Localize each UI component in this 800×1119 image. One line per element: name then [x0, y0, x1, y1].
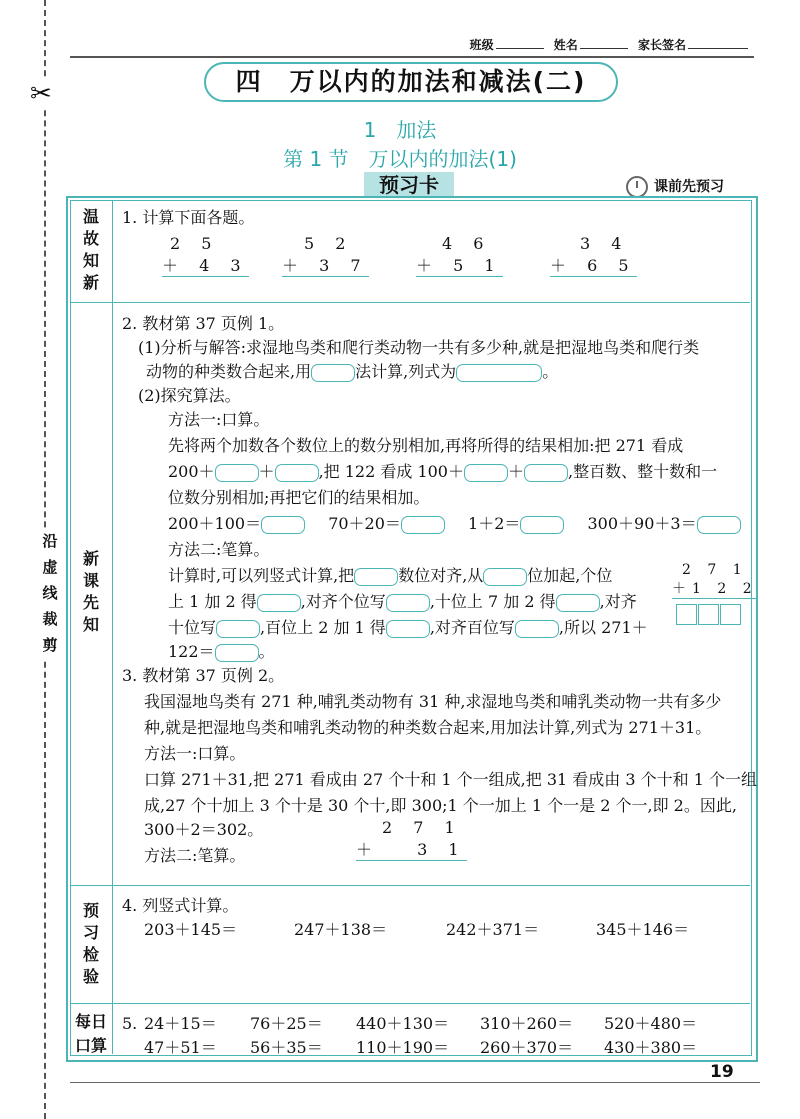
answer-blank[interactable] [386, 620, 430, 638]
answer-blank[interactable] [464, 464, 508, 482]
section-label-daily [70, 1010, 112, 1058]
row-divider [70, 885, 750, 886]
cut-char: 虚 [42, 558, 58, 576]
q2-line [146, 362, 558, 382]
scissors-icon: ✂ [30, 79, 52, 109]
name-label: 姓名 [553, 38, 578, 52]
section-char: 故 [82, 229, 99, 248]
q3-line: 种,就是把湿地鸟类和哺乳类动物的种类数合起来,用加法计算,列式为 271＋31。 [144, 718, 712, 737]
section-title: 第 1 节 万以内的加法(1) [283, 147, 517, 171]
q5-item: 110＋190＝ [356, 1038, 450, 1057]
cut-char: 剪 [42, 636, 58, 654]
text: 200＋ [168, 462, 215, 481]
q4-problem: 247＋138＝ [294, 920, 388, 939]
q5-item: 76＋25＝ [250, 1014, 323, 1033]
section-char: 知 [82, 615, 99, 634]
answer-blank[interactable] [215, 464, 259, 482]
q4-title: 4. 列竖式计算。 [122, 896, 239, 915]
q1-problem [282, 234, 369, 277]
lesson-title: 1 加法 [363, 118, 437, 142]
page-number: 19 [710, 1062, 734, 1082]
text: 计算时,可以列竖式计算,把 [168, 566, 355, 585]
row-divider [70, 1003, 750, 1004]
q1-title: 1. 计算下面各题。 [122, 208, 255, 227]
student-info-fields [470, 36, 754, 53]
chapter-title: 四 万以内的加法和减法(二) [204, 62, 618, 102]
q2-line: 方法一:口算。 [168, 410, 270, 429]
cut-char: 沿 [42, 532, 58, 550]
answer-blank[interactable] [697, 516, 741, 534]
text: ＋ [508, 462, 525, 481]
text: 。 [542, 362, 559, 381]
q2-equations [168, 514, 741, 534]
q2-line: 方法二:笔算。 [168, 540, 270, 559]
section-char: 课 [82, 571, 99, 590]
preview-badge [626, 176, 724, 198]
answer-blank[interactable] [275, 464, 319, 482]
q5-item: 520＋480＝ [604, 1014, 698, 1033]
section-char: 检 [82, 945, 99, 964]
vcalc-top: 2 7 1 [382, 818, 463, 837]
text: ,所以 271＋ [558, 618, 648, 637]
text: 法计算,列式为 [355, 362, 457, 381]
answer-blank[interactable] [401, 516, 445, 534]
q1-bottom: ＋ 3 7 [282, 253, 369, 277]
section-divider-vertical [112, 200, 113, 1054]
q3-title: 3. 教材第 37 页例 2。 [122, 666, 285, 685]
section-char: 验 [82, 967, 99, 986]
q2-line [168, 462, 717, 482]
q2-vertical-calc [672, 562, 758, 599]
q5-item: 47＋51＝ [144, 1038, 217, 1057]
section-char: 温 [82, 207, 99, 226]
q4-problem: 242＋371＝ [446, 920, 540, 939]
q3-line: 成,27 个十加上 3 个十是 30 个十,即 300;1 个一加上 1 个一是 2 个一,即 2。因此, [144, 796, 737, 815]
text: ＋ [258, 462, 275, 481]
text: 200＋100＝ [168, 514, 262, 533]
answer-digit-box[interactable] [698, 604, 719, 625]
section-char: 习 [82, 923, 99, 942]
q1-bottom: ＋ 6 5 [550, 253, 637, 277]
text: 122＝ [168, 642, 215, 661]
q3-line: 口算 271＋31,把 271 看成由 27 个十和 1 个一组成,把 31 看成由 3 个十和 1 个一组 [144, 770, 757, 789]
section-label-review [70, 206, 112, 294]
cut-char: 裁 [42, 610, 58, 628]
q1-top: 2 5 [170, 234, 220, 253]
text: ,对齐百位写 [429, 618, 515, 637]
answer-blank[interactable] [386, 594, 430, 612]
answer-blank[interactable] [456, 364, 542, 382]
parent-signature-blank[interactable] [688, 38, 748, 49]
q5-label: 5. [122, 1014, 138, 1033]
answer-digit-box[interactable] [720, 604, 741, 625]
alarm-clock-icon [626, 176, 648, 198]
q3-line: 方法二:笔算。 [144, 846, 246, 865]
q4-problem: 345＋146＝ [596, 920, 690, 939]
text: 十位写 [168, 618, 217, 637]
footer-rule [70, 1082, 760, 1083]
parent-signature-label: 家长签名 [637, 38, 686, 52]
q3-line: 300＋2＝302。 [144, 820, 264, 839]
q5-item: 260＋370＝ [480, 1038, 574, 1057]
text: ,对齐个位写 [300, 592, 386, 611]
card-title: 预习卡 [364, 172, 454, 198]
q1-top: 4 6 [442, 234, 492, 253]
q2-line: 先将两个加数各个数位上的数分别相加,再将所得的结果相加:把 271 看成 [168, 436, 684, 455]
section-char: 预 [82, 901, 99, 920]
q1-problem [416, 234, 503, 277]
row-divider [70, 302, 750, 303]
text: 数位对齐,从 [398, 566, 484, 585]
text: 1＋2＝ [468, 514, 521, 533]
vcalc-top: 2 7 1 [682, 562, 748, 578]
section-char: 每日 [74, 1012, 107, 1031]
q1-bottom: ＋ 5 1 [416, 253, 503, 277]
section-char: 口算 [74, 1036, 107, 1055]
answer-blank[interactable] [354, 568, 398, 586]
q5-item: 310＋260＝ [480, 1014, 574, 1033]
q4-problem: 203＋145＝ [144, 920, 238, 939]
vcalc-bottom: ＋ 3 1 [356, 837, 467, 861]
answer-blank[interactable] [520, 516, 564, 534]
section-label-new [70, 548, 112, 636]
text: ,对齐 [599, 592, 637, 611]
q3-vertical-calc [356, 818, 467, 861]
text: ,把 122 看成 100＋ [318, 462, 464, 481]
answer-blank[interactable] [257, 594, 301, 612]
answer-blank[interactable] [216, 620, 260, 638]
section-char: 新 [82, 273, 99, 292]
vcalc-bottom: ＋1 2 2 [672, 578, 758, 599]
q5-item: 440＋130＝ [356, 1014, 450, 1033]
cut-char: 线 [42, 584, 58, 602]
q1-top: 5 2 [304, 234, 354, 253]
q3-line: 方法一:口算。 [144, 744, 246, 763]
q5-item: 430＋380＝ [604, 1038, 698, 1057]
text: 300＋90＋3＝ [587, 514, 697, 533]
q1-problem [550, 234, 637, 277]
answer-blank[interactable] [311, 364, 355, 382]
answer-blank[interactable] [515, 620, 559, 638]
q2-title: 2. 教材第 37 页例 1。 [122, 314, 285, 333]
class-label: 班级 [469, 38, 494, 52]
text: 动物的种类数合起来,用 [146, 362, 312, 381]
text: 上 1 加 2 得 [168, 592, 257, 611]
text: 70＋20＝ [328, 514, 401, 533]
q2-line: 位数分别相加;再把它们的结果相加。 [168, 488, 430, 507]
q2-line [168, 592, 637, 612]
section-char: 知 [82, 251, 99, 270]
q2-line: (2)探究算法。 [138, 386, 241, 405]
preview-label: 课前先预习 [654, 179, 724, 195]
answer-blank[interactable] [261, 516, 305, 534]
answer-blank[interactable] [556, 594, 600, 612]
text: 。 [258, 642, 275, 661]
section-char: 新 [82, 549, 99, 568]
text: 位加起,个位 [527, 566, 613, 585]
answer-blank[interactable] [215, 644, 259, 662]
text: ,整百数、整十数和一 [568, 462, 718, 481]
section-label-check [70, 900, 112, 988]
q2-line [168, 618, 648, 638]
q1-top: 3 4 [580, 234, 630, 253]
q3-line: 我国湿地鸟类有 271 种,哺乳类动物有 31 种,求湿地鸟类和哺乳类动物一共有多少 [144, 692, 722, 711]
class-blank[interactable] [496, 38, 544, 49]
name-blank[interactable] [580, 38, 628, 49]
cut-label [40, 528, 60, 658]
q5-item: 56＋35＝ [250, 1038, 323, 1057]
section-char: 先 [82, 593, 99, 612]
header-rule [70, 56, 754, 58]
answer-blank[interactable] [483, 568, 527, 586]
q5-item: 24＋15＝ [144, 1014, 217, 1033]
q1-bottom: ＋ 4 3 [162, 253, 249, 277]
answer-blank[interactable] [524, 464, 568, 482]
q1-problem [162, 234, 249, 277]
text: ,百位上 2 加 1 得 [260, 618, 386, 637]
q2-line: (1)分析与解答:求湿地鸟类和爬行类动物一共有多少种,就是把湿地鸟类和爬行类 [138, 338, 700, 357]
q2-line [168, 566, 612, 586]
q2-line [168, 642, 275, 662]
answer-digit-box[interactable] [676, 604, 697, 625]
text: ,十位上 7 加 2 得 [429, 592, 556, 611]
